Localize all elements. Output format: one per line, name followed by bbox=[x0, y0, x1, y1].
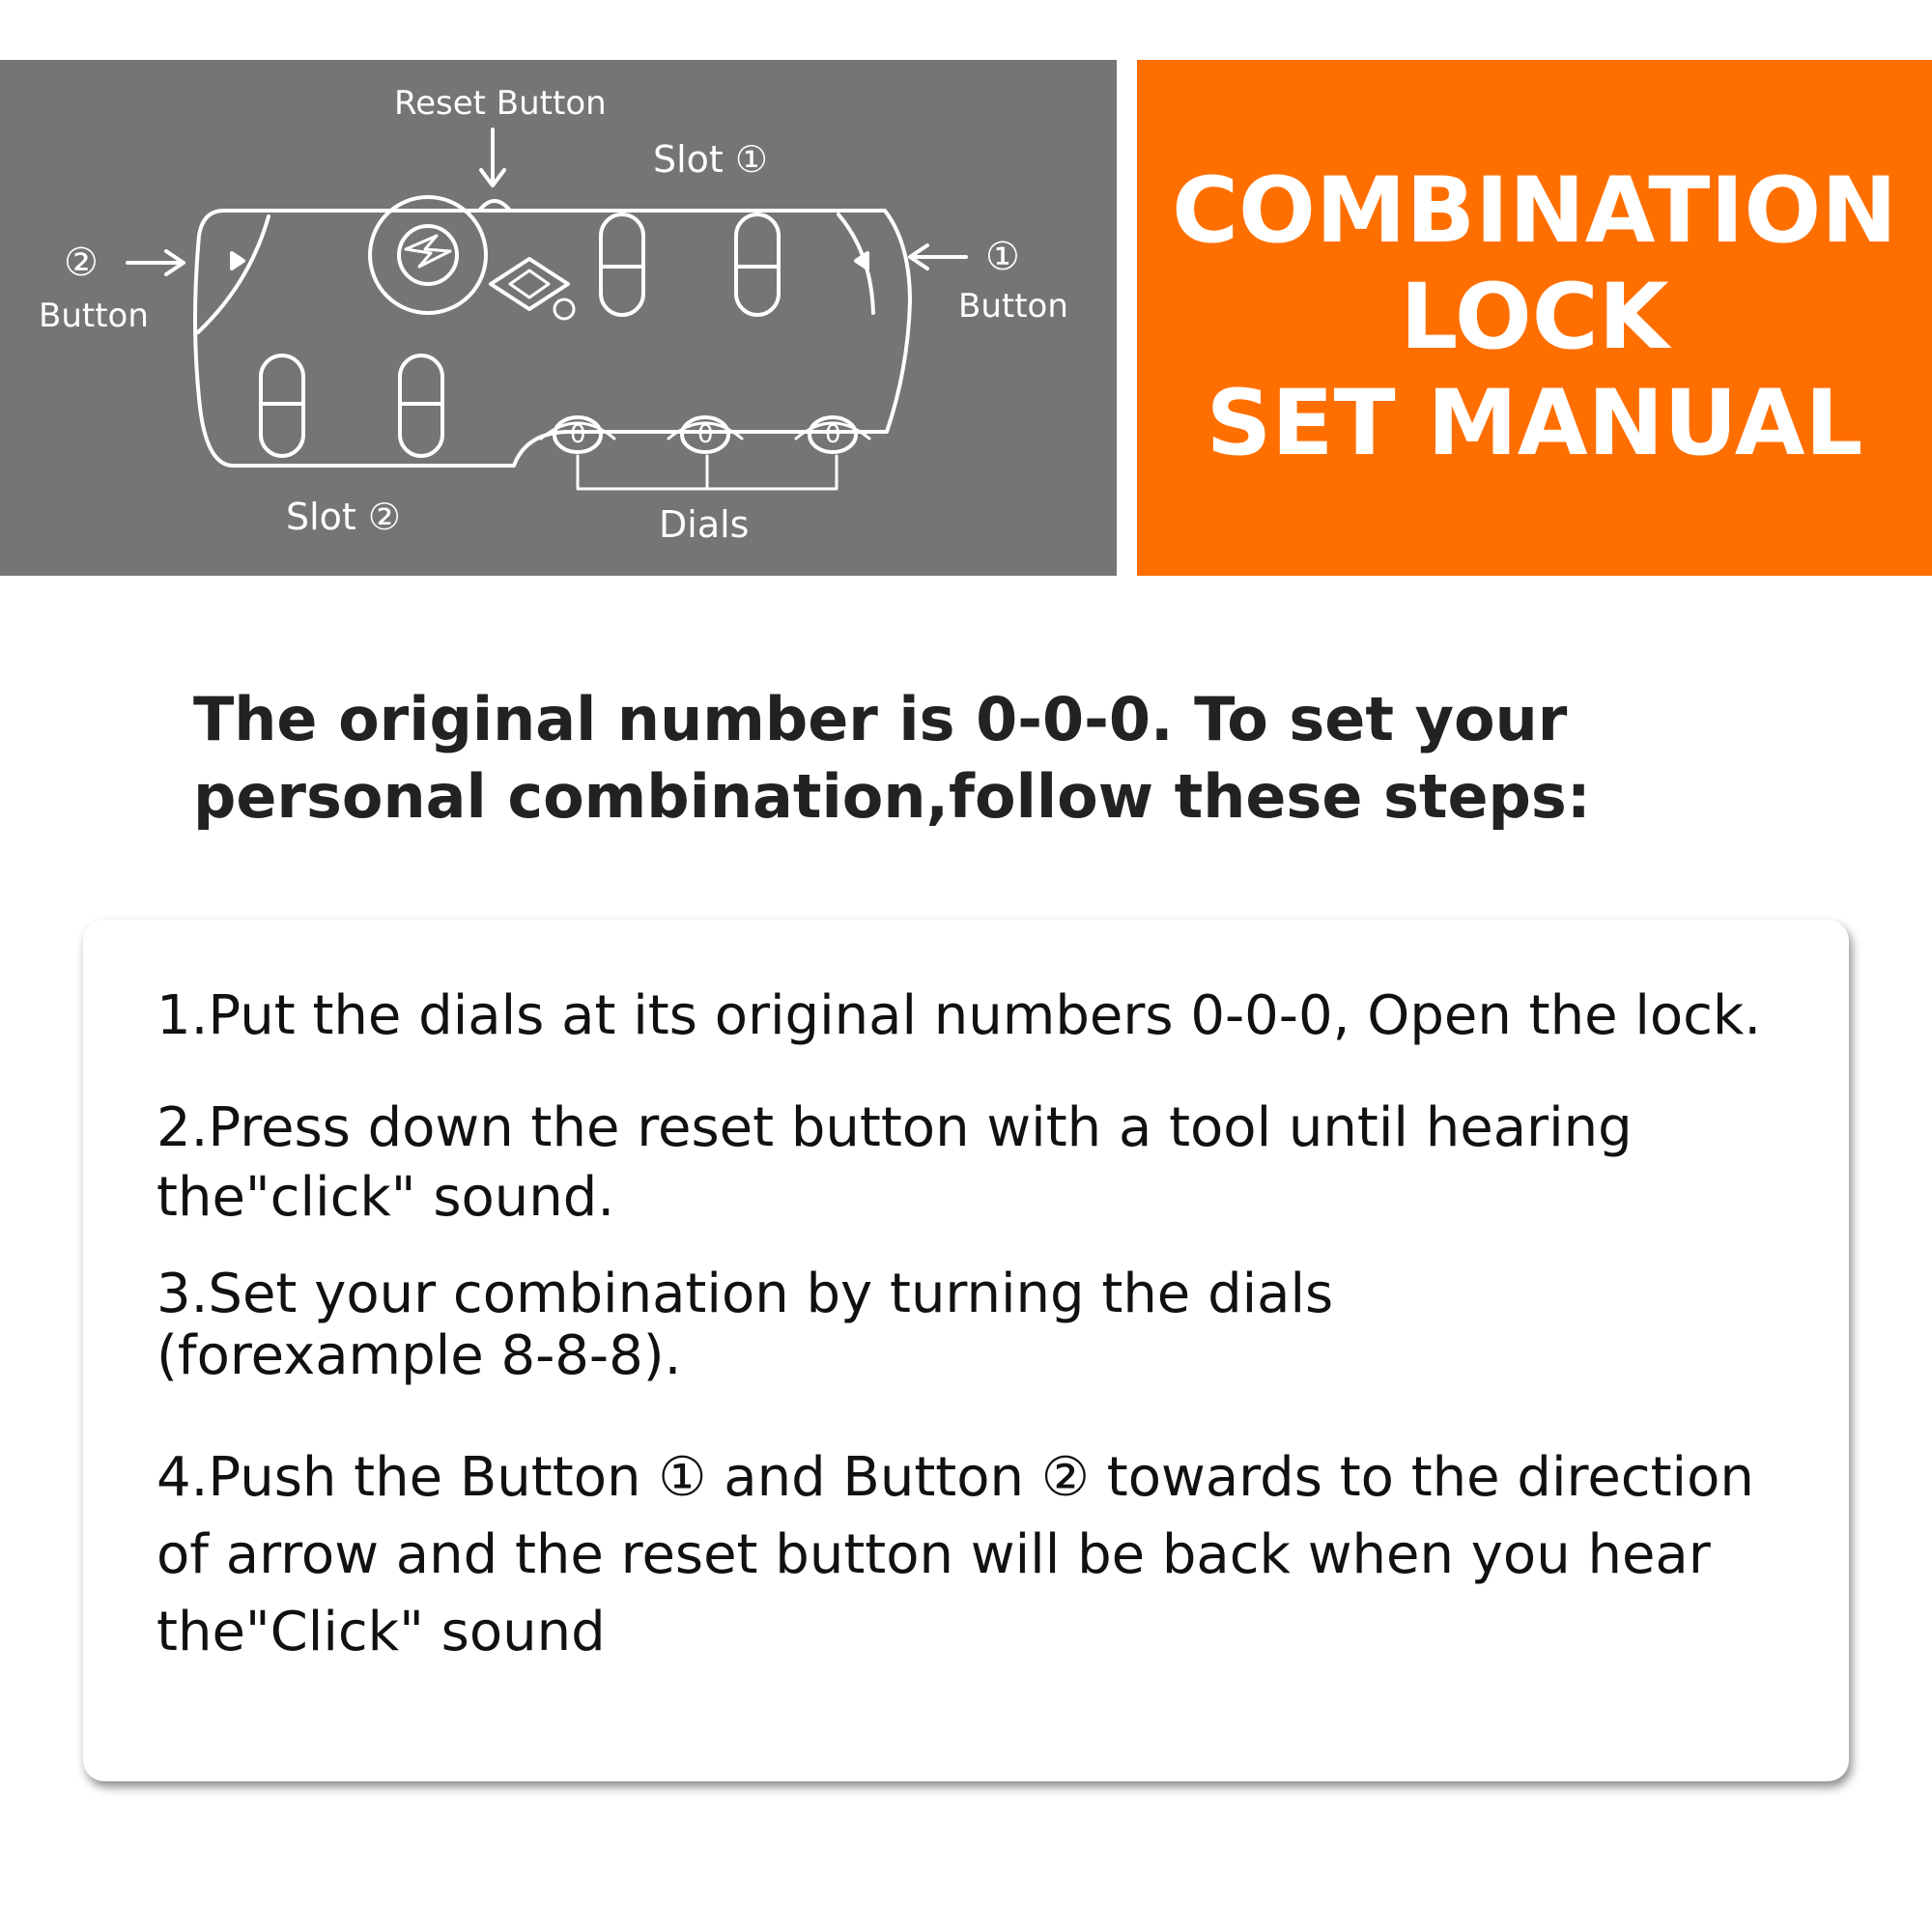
step-3 bbox=[156, 1264, 1818, 1387]
step-1-line-1: 1.Put the dials at its original numbers 0-0-0, Open the lock. bbox=[156, 984, 1762, 1047]
step-2-line-1: 2.Press down the reset button with a tool until hearing bbox=[156, 1096, 1633, 1159]
intro-text: The original number is 0-0-0. To set your personal combination,follow these steps: bbox=[193, 684, 1591, 832]
step-3-line-1: 3.Set your combination by turning the dials bbox=[156, 1263, 1334, 1325]
slot2-label: Slot ② bbox=[286, 496, 401, 538]
dial-1-digit: 0 bbox=[570, 420, 586, 449]
button2-label: Button bbox=[39, 297, 149, 335]
button1-label: Button bbox=[958, 287, 1068, 326]
step-4-line-3: the"Click" sound bbox=[156, 1601, 606, 1663]
step-4 bbox=[156, 1439, 1818, 1671]
lock-diagram-panel bbox=[0, 60, 1117, 576]
button2-marker: ② bbox=[64, 241, 99, 285]
reset-button-label: Reset Button bbox=[394, 84, 607, 123]
step-3-line-2: (forexample 8-8-8). bbox=[156, 1324, 682, 1387]
steps-card bbox=[83, 920, 1849, 1781]
dial-3-digit: 0 bbox=[825, 420, 841, 449]
step-4-line-1: 4.Push the Button ① and Button ② towards to the direction bbox=[156, 1446, 1754, 1509]
step-2-line-2: the"click" sound. bbox=[156, 1166, 615, 1229]
dials-bracket bbox=[578, 456, 837, 489]
title-panel bbox=[1137, 60, 1932, 576]
step-2 bbox=[156, 1094, 1818, 1233]
dials-label: Dials bbox=[659, 503, 750, 546]
step-4-line-2: of arrow and the reset button will be back when you hear bbox=[156, 1523, 1711, 1586]
lock-diagram bbox=[0, 60, 1117, 576]
dial-2-digit: 0 bbox=[697, 420, 714, 449]
title-line-2: LOCK bbox=[1400, 265, 1669, 370]
button1-marker: ① bbox=[985, 235, 1020, 279]
title-line-3: SET MANUAL bbox=[1206, 371, 1863, 476]
button2-shell bbox=[198, 216, 269, 332]
step-1 bbox=[156, 981, 1818, 1051]
slot1-label: Slot ① bbox=[653, 138, 768, 181]
title-line-1: COMBINATION bbox=[1172, 158, 1897, 264]
